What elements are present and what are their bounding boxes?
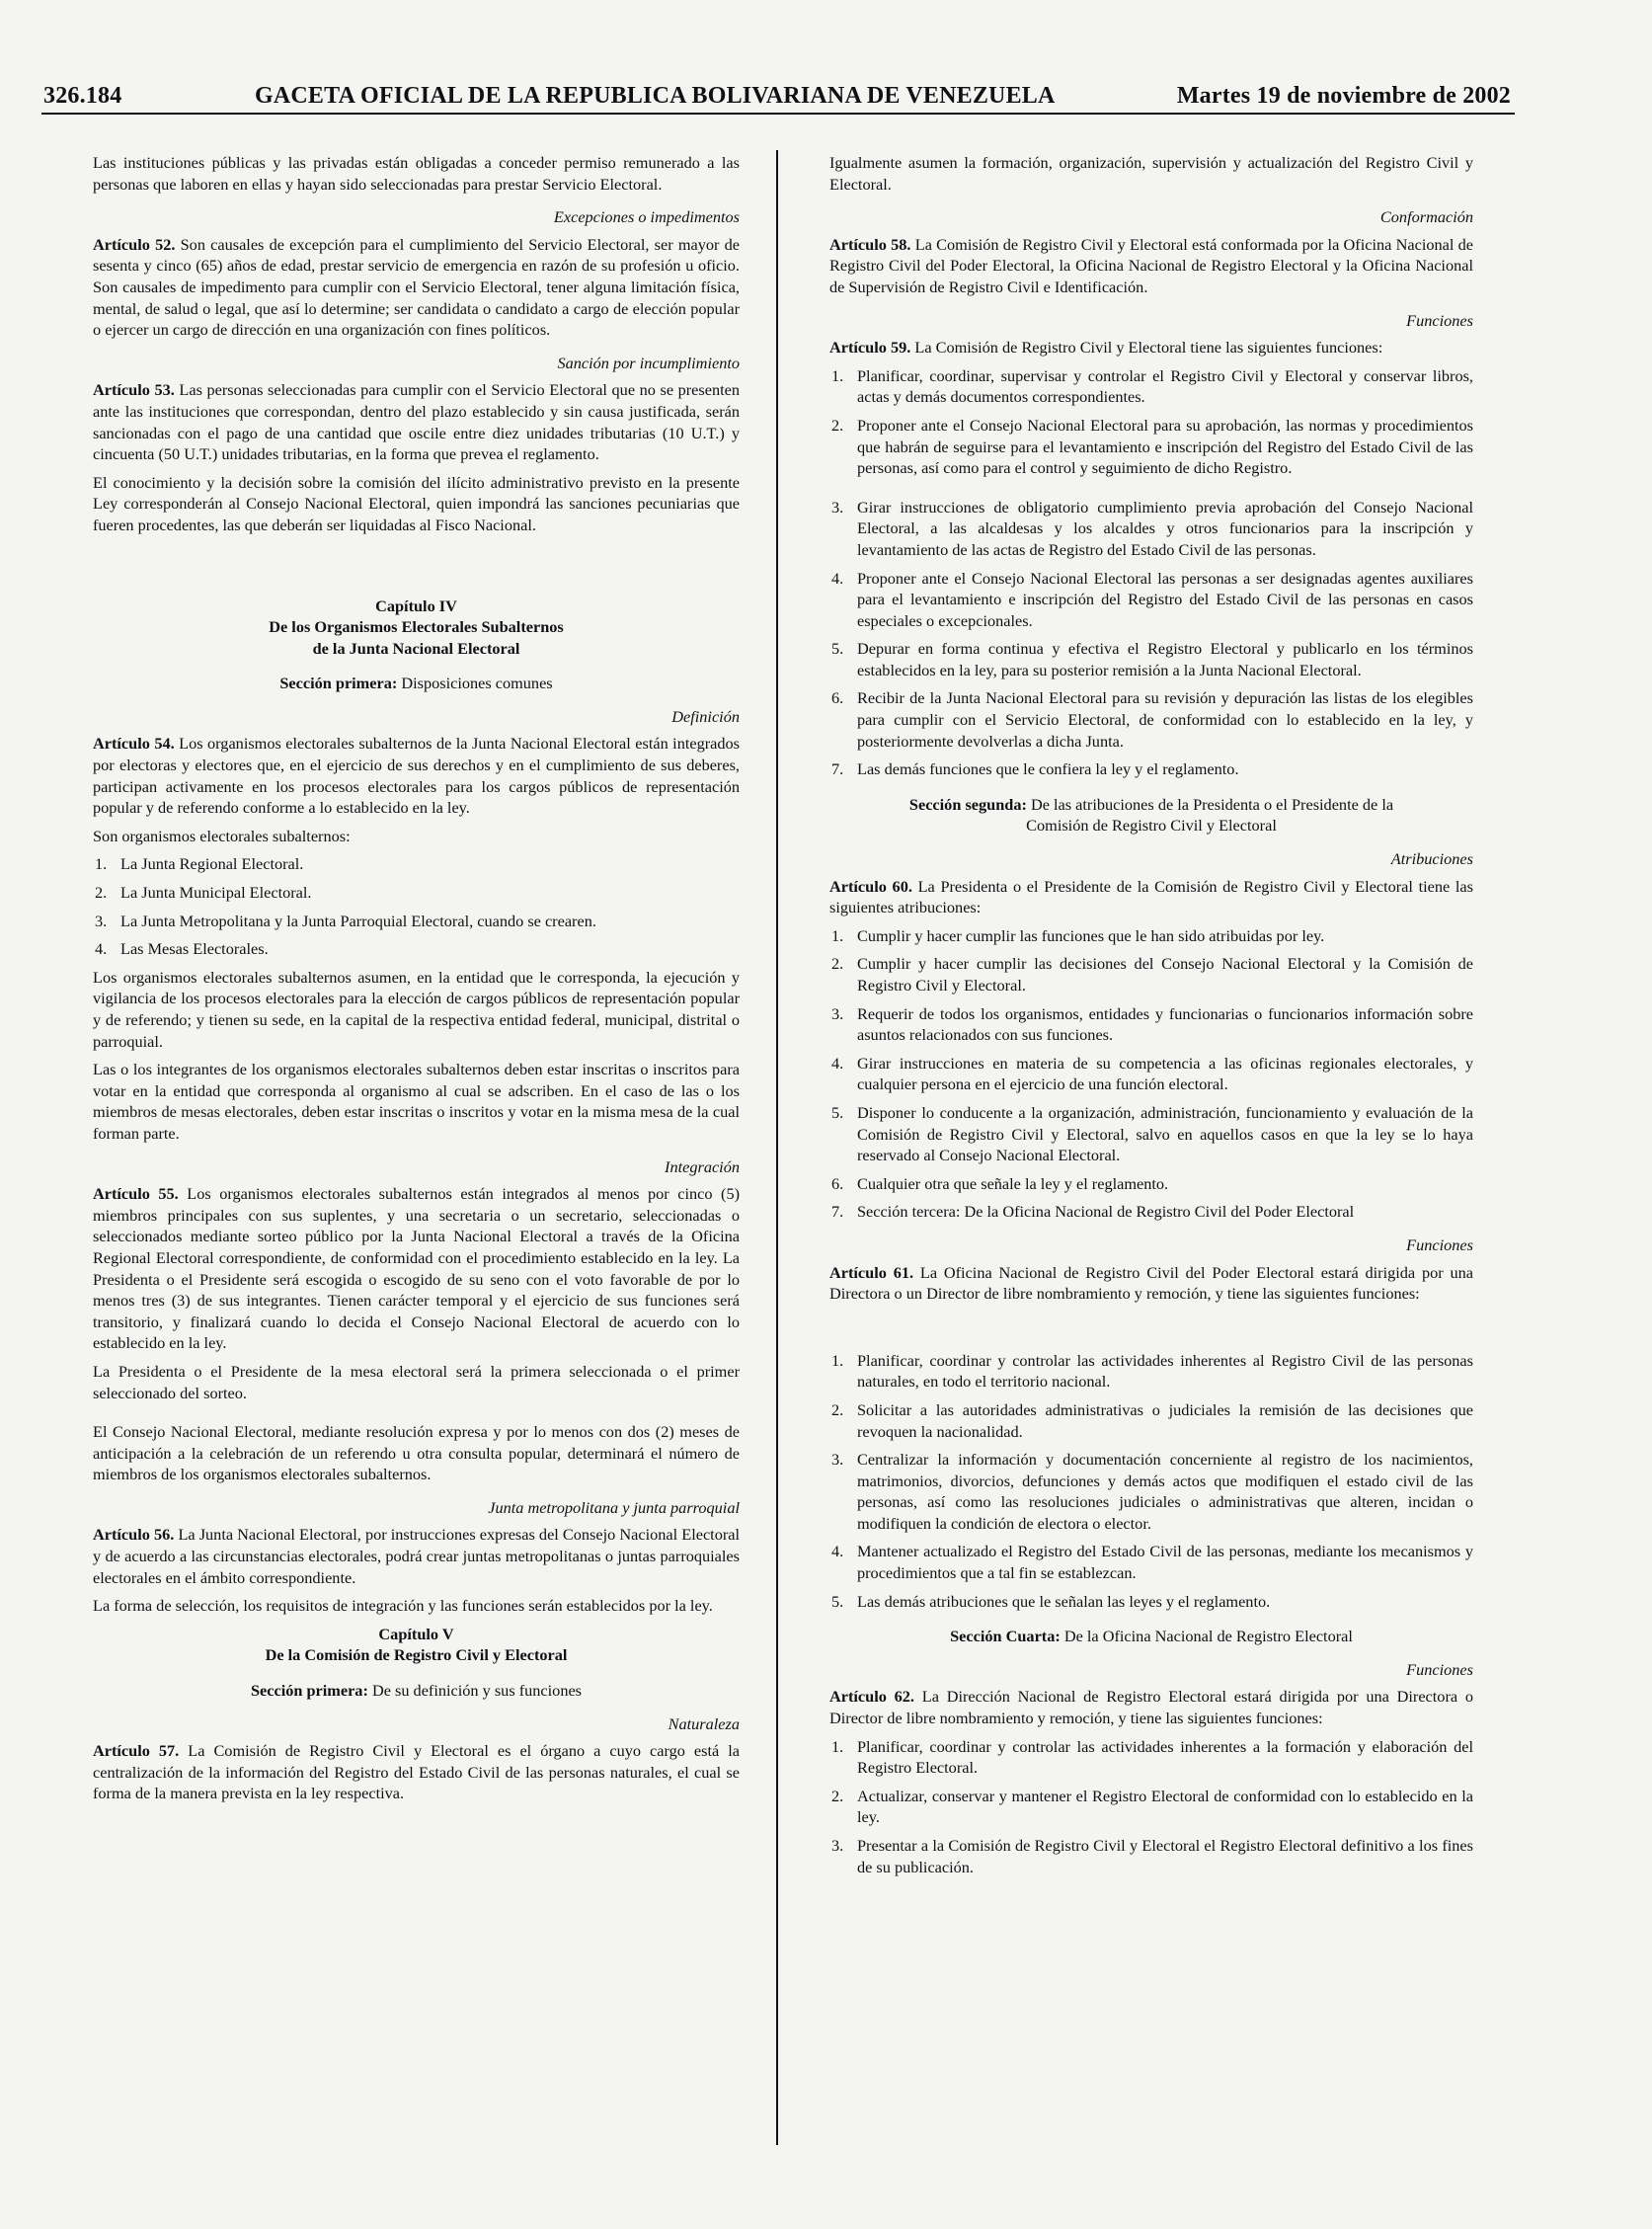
article-label: Artículo 59. (829, 338, 911, 358)
article-label: Artículo 56. (93, 1525, 175, 1545)
article-label: Artículo 61. (829, 1262, 914, 1282)
gazette-title: GACETA OFICIAL DE LA REPUBLICA BOLIVARIANA DE VENEZUELA (255, 83, 1056, 109)
paragraph: El conocimiento y la decisión sobre la comisión del ilícito administrativo previsto en la presente Ley corresponderán al Consejo Nacional Electoral, quien impondrá las sanciones pecuniarias que fueren procedentes, las que deberán ser liquidadas al Fisco Nacional. (93, 472, 740, 534)
chapter-heading: De los Organismos Electorales Subalternos (269, 617, 564, 637)
article-text: La Comisión de Registro Civil y Electoral tiene las siguientes funciones: (914, 338, 1383, 358)
article-label: Artículo 58. (829, 234, 911, 254)
column-divider (776, 150, 778, 2145)
paragraph: Las o los integrantes de los organismos electorales subalternos deben estar inscritas o inscritos para votar en la entidad que corresponda al organismo al cual se adscriben. En el caso de las o los miembros de mesas electorales, deben estar inscritas o inscritos y votar en la misma mesa de la cual forman parte. (93, 1060, 740, 1143)
section-heading (829, 1626, 1473, 1647)
list-item: 3. Centralizar la información y documentación concerniente al registro de los nacimientos, matrimonios, divorcios, defunciones y demás actos que modifiquen el estado civil de las personas, así como las resoluciones judiciales o administrativas que alteren, incidan o modifiquen la condición de electora o elector. (831, 1450, 1473, 1533)
paragraph: La Presidenta o el Presidente de la mesa electoral será la primera seleccionada o el primer seleccionado del sorteo. (93, 1361, 740, 1402)
article-subtitle: Atribuciones (1390, 849, 1473, 869)
article-55 (93, 1183, 740, 1354)
chapter-heading: de la Junta Nacional Electoral (312, 638, 520, 658)
section-heading (93, 1680, 740, 1702)
functions-list (829, 365, 1473, 780)
article-text: Las personas seleccionadas para cumplir con el Servicio Electoral que no se presenten ante las instituciones que correspondan, dentro del plazo establecido y sin causa justificada, serán sancionadas con el pago de una cantidad que oscile entre diez unidades tributarias (10 U.T.) y cincuenta (50 U.T.) unidades tributarias, en la forma que prevea el reglamento. (93, 380, 741, 464)
article-label: Artículo 60. (829, 876, 912, 896)
article-56 (93, 1524, 740, 1588)
section-text: De la Oficina Nacional de Registro Electoral (1063, 1627, 1353, 1646)
list-item: 6. Cualquier otra que señale la ley y el reglamento. (831, 1173, 1169, 1193)
paragraph: La forma de selección, los requisitos de integración y las funciones serán establecidos por la ley. (93, 1596, 713, 1616)
article-59 (829, 337, 1473, 358)
list-item: 5. Disponer lo conducente a la organización, administración, funcionamiento y evaluación de la Comisión de Registro Civil y Electoral, salvo en aquellos casos en que la ley se lo haya reservado al Consejo Nacional Electoral. (831, 1102, 1473, 1165)
article-text: La Presidenta o el Presidente de la Comisión de Registro Civil y Electoral tiene las siguientes atribuciones: (829, 876, 1473, 917)
article-text: Son causales de excepción para el cumplimiento del Servicio Electoral, ser mayor de sesenta y cinco (65) años de edad, prestar servicio de emergencia en razón de su profesión u oficio. Son causales de impedimento para cumplir con el Servicio Electoral, tener alguna limitación física, mental, de salud o legal, que así lo determine; ser candidata o candidato a cargo de elección popular o ejercer un cargo de dirección en una organización con fines políticos. (93, 234, 741, 340)
article-text: La Comisión de Registro Civil y Electoral está conformada por la Oficina Nacional de Registro Civil del Poder Electoral, la Oficina Nacional de Registro Electoral y la Oficina Nacional de Supervisión de Registro Civil e Identificación. (829, 234, 1474, 296)
article-subtitle: Funciones (1406, 1659, 1473, 1679)
issue-date: Martes 19 de noviembre de 2002 (1176, 83, 1511, 109)
article-subtitle: Junta metropolitana y junta parroquial (488, 1497, 740, 1517)
list-item: 2. La Junta Municipal Electoral. (95, 883, 312, 903)
list-item: 1. Cumplir y hacer cumplir las funciones que le han sido atribuidas por ley. (831, 925, 1325, 945)
article-62 (829, 1686, 1473, 1728)
list-item: 3. Requerir de todos los organismos, entidades y funcionarias o funcionarios información sobre asuntos relacionados con sus funciones. (831, 1003, 1473, 1045)
article-52 (93, 234, 740, 341)
article-subtitle: Naturaleza (668, 1713, 740, 1733)
article-57 (93, 1740, 740, 1804)
list-item: 3. Presentar a la Comisión de Registro Civil y Electoral el Registro Electoral definitivo a los fines de su publicación. (831, 1836, 1473, 1876)
list-item: 5. Las demás atribuciones que le señalan las leyes y el reglamento. (831, 1591, 1271, 1611)
article-61 (829, 1262, 1473, 1305)
attributions-list (829, 925, 1473, 1223)
list-item: 1. La Junta Regional Electoral. (95, 854, 304, 874)
section-label: Sección segunda: (908, 794, 1027, 814)
list-item: 4. Mantener actualizado el Registro del Estado Civil de las personas, mediante los mecanismos y procedimientos que a tal fin se establezcan. (831, 1542, 1473, 1583)
list-item: 1. Planificar, coordinar, supervisar y controlar el Registro Civil y Electoral y conservar libros, actas y demás documentos correspondientes. (831, 365, 1473, 407)
article-text: Los organismos electorales subalternos de la Junta Nacional Electoral están integrados por electoras y electores que, en el ejercicio de sus derechos y en el cumplimiento de sus deberes, participan activamente en los procesos electorales para los cargos públicos de representación popular y de referendo conforme a lo establecido en la ley. (93, 734, 740, 818)
section-text: De su definición y sus funciones (371, 1681, 583, 1701)
list-item: 3. La Junta Metropolitana y la Junta Parroquial Electoral, cuando se crearen. (95, 911, 596, 930)
list-item: 7. Las demás funciones que le confiera la ley y el reglamento. (831, 759, 1239, 779)
article-text: La Junta Nacional Electoral, por instrucciones expresas del Consejo Nacional Electoral y de acuerdo a las circunstancias electorales, podrá crear juntas metropolitanas o juntas parroquiales electorales en el ámbito correspondiente. (93, 1525, 741, 1587)
section-label: Sección Cuarta: (950, 1627, 1061, 1646)
list-item: 2. Solicitar a las autoridades administrativas o judiciales la remisión de las decisiones que revoquen la nacionalidad. (831, 1399, 1473, 1441)
article-subtitle: Funciones (1406, 310, 1473, 330)
page-header (41, 81, 1515, 115)
list-item: 2. Actualizar, conservar y mantener el Registro Electoral de conformidad con lo establecido en la ley. (831, 1786, 1473, 1827)
paragraph: Las instituciones públicas y las privadas están obligadas a conceder permiso remunerado a las personas que laboren en ellas y hayan sido seleccionadas para prestar Servicio Electoral. (93, 153, 740, 194)
article-label: Artículo 57. (93, 1741, 180, 1761)
list-item: 7. Sección tercera: De la Oficina Nacional de Registro Civil del Poder Electoral (831, 1202, 1355, 1222)
article-text: La Dirección Nacional de Registro Electoral estará dirigida por una Directora o Director de libre nombramiento y remoción, y tiene las siguientes funciones: (829, 1687, 1473, 1728)
section-label: Sección primera: (250, 1681, 368, 1701)
list-item: 4. Las Mesas Electorales. (95, 939, 269, 959)
section-text: Disposiciones comunes (401, 674, 553, 693)
paragraph: Igualmente asumen la formación, organización, supervisión y actualización del Registro Civil y Electoral. (829, 153, 1473, 194)
list-item: 1. Planificar, coordinar y controlar las actividades inherentes al Registro Civil de las personas naturales, en todo el territorio nacional. (831, 1350, 1473, 1392)
chapter-title: Capítulo V (378, 1624, 454, 1643)
article-54 (93, 733, 740, 818)
article-text: La Oficina Nacional de Registro Civil del Poder Electoral estará dirigida por una Directora o un Director de libre nombramiento y remoción, y tiene las siguientes funciones: (829, 1262, 1474, 1304)
organism-list (93, 853, 740, 959)
chapter-title: Capítulo IV (375, 596, 457, 615)
section-heading (93, 673, 740, 694)
list-item: 3. Girar instrucciones de obligatorio cumplimiento previa aprobación del Consejo Nacional Electoral, a las alcaldesas y los alcaldes y otros funcionarios para la inscripción y levantamiento de las actas de Registro del Estado Civil de las personas. (831, 497, 1473, 559)
page-number: 326.184 (43, 83, 122, 109)
article-60 (829, 876, 1473, 918)
list-item: 1. Planificar, coordinar y controlar las actividades inherentes a la formación y elaboración del Registro Electoral. (831, 1736, 1473, 1778)
list-item: 4. Girar instrucciones en materia de su competencia a las oficinas regionales electorales, y cualquier persona en el ejercicio de una función electoral. (831, 1053, 1473, 1094)
article-text: La Comisión de Registro Civil y Electoral es el órgano a cuyo cargo está la centralización de la información del Registro del Estado Civil de las personas naturales, el cual se forma de la manera prevista en la ley respectiva. (93, 1741, 740, 1803)
list-intro: Son organismos electorales subalternos: (93, 826, 351, 845)
article-subtitle: Sanción por incumplimiento (557, 353, 740, 372)
list-item: 2. Cumplir y hacer cumplir las decisiones del Consejo Nacional Electoral y la Comisión de Registro Civil y Electoral. (831, 954, 1473, 995)
list-item: 4. Proponer ante el Consejo Nacional Electoral las personas a ser designadas agentes auxiliares para el levantamiento e inscripción del Registro del Estado Civil de las personas en casos especiales o excepcionales. (831, 568, 1473, 630)
article-subtitle: Conformación (1379, 207, 1473, 227)
article-label: Artículo 53. (93, 380, 175, 400)
section-text: Comisión de Registro Civil y Electoral (1026, 816, 1277, 836)
article-subtitle: Excepciones o impedimentos (553, 207, 740, 227)
paragraph: Los organismos electorales subalternos asumen, en la entidad que le corresponda, la ejecución y vigilancia de los procesos electorales para la elección de cargos públicos de representación popular y de referendo; y tienen su sede, en la capital de la respectiva entidad federal, municipal, distrital o parroquial. (93, 967, 740, 1051)
list-item: 2. Proponer ante el Consejo Nacional Electoral para su aprobación, las normas y procedimientos que habrán de seguirse para el levantamiento e inscripción del Registro del Estado Civil de las personas, así como para el control y seguimiento de dicho Registro. (831, 415, 1473, 478)
left-column (93, 152, 740, 1811)
list-item: 5. Depurar en forma continua y efectiva el Registro Electoral y publicarlo en los términos establecidos en la ley, para su posterior remisión a la Junta Nacional Electoral. (831, 639, 1473, 679)
article-subtitle: Definición (671, 706, 740, 726)
functions-list (829, 1350, 1473, 1613)
paragraph: El Consejo Nacional Electoral, mediante resolución expresa y por lo menos con dos (2) meses de anticipación a la celebración de un referendo u otra consulta popular, determinará el número de miembros de los organismos electorales subalternos. (93, 1422, 740, 1484)
article-subtitle: Funciones (1406, 1234, 1473, 1254)
section-text: De las atribuciones de la Presidenta o el Presidente de la (1030, 794, 1394, 814)
right-column (829, 152, 1473, 1884)
article-subtitle: Integración (665, 1156, 740, 1176)
functions-list (829, 1736, 1473, 1878)
section-label: Sección primera: (279, 674, 398, 693)
section-heading (829, 794, 1473, 836)
article-label: Artículo 52. (93, 234, 176, 254)
list-item: 6. Recibir de la Junta Nacional Electoral para su revisión y depuración las listas de los elegibles para cumplir con el Servicio Electoral, de conformidad con lo establecido en la ley, y posteriormente devolverlas a dicha Junta. (831, 688, 1473, 751)
article-label: Artículo 55. (93, 1184, 179, 1204)
article-53 (93, 379, 740, 464)
article-58 (829, 234, 1473, 298)
article-label: Artículo 62. (829, 1687, 914, 1707)
article-label: Artículo 54. (93, 734, 175, 754)
chapter-heading: De la Comisión de Registro Civil y Electoral (265, 1645, 568, 1665)
article-text: Los organismos electorales subalternos están integrados al menos por cinco (5) miembros principales con sus suplentes, y una secretaria o un secretario, seleccionadas o seleccionados mediante sorteo público por la Junta Nacional Electoral a través de la Oficina Regional Electoral correspondiente, de conformidad con el procedimiento establecido en la ley. La Presidenta o el Presidente será escogida o escogido de su seno con el voto favorable de por lo menos tres (3) de sus integrantes. Tienen carácter temporal y el ejercicio de sus funciones será transitorio, y finalizará cuando lo decida el Consejo Nacional Electoral de acuerdo con lo establecido en la ley. (93, 1184, 741, 1353)
